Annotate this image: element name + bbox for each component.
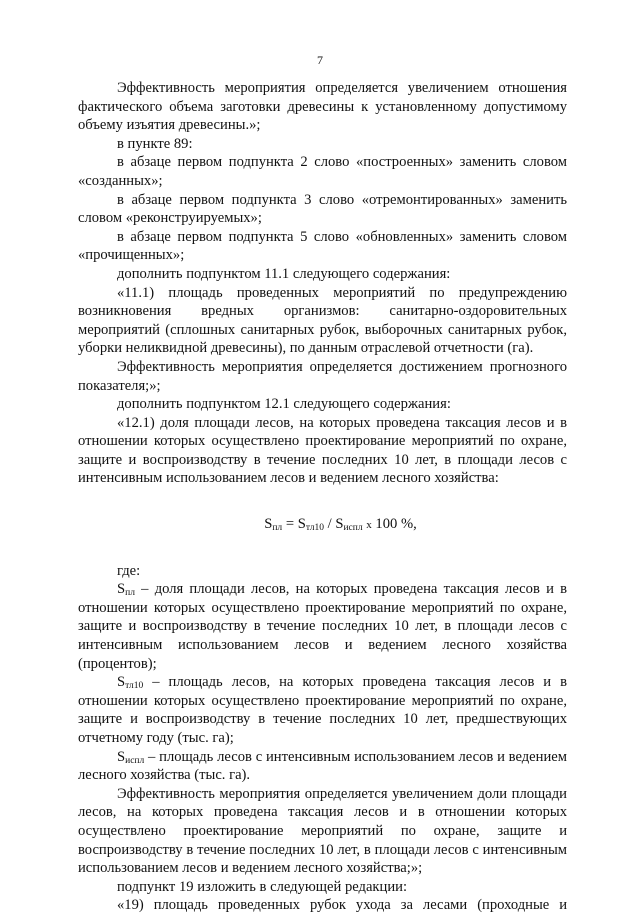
definition-s-tl10: $S_{тл10}$ – площадь лесов, на которых проведена таксация лесов и в отношении которых осуществлено проектирование мероприятий по охране, защите и воспроизводству в течение последних 10 лет, предшествующих отчетному году (тыс. га);	[78, 674, 567, 746]
document-body	[78, 79, 567, 915]
paragraph-11-1: «11.1) площадь проведенных мероприятий по предупреждению возникновения вредных организмов: санитарно-оздоровительных мероприятий (сплошных санитарных рубок, выборочных санитарных рубок, уборки неликвидной древесины), по данным отраслевой отчетности (га).	[78, 284, 567, 357]
paragraph-19: «19) площадь проведенных рубок ухода за лесами (проходные и	[117, 897, 567, 914]
paragraph-effectiveness-3: Эффективность мероприятия определяется увеличением доли площади лесов, на которых проведена таксация лесов и в отношении которых осуществлено проектирование мероприятий по охране, защите и воспроизводству в течение последних 10 лет, в площади лесов с интенсивным использованием лесов и ведением лесного хозяйства;»;	[78, 785, 567, 877]
paragraph-sub-3: в абзаце первом подпункта 3 слово «отремонтированных» заменить словом «реконструируемых»;	[78, 191, 567, 227]
paragraph-sub-2: в абзаце первом подпункта 2 слово «построенных» заменить словом «созданных»;	[78, 154, 567, 189]
paragraph-where: где:	[117, 562, 141, 579]
paragraph-add-11-1: дополнить подпунктом 11.1 следующего содержания:	[117, 265, 451, 282]
definition-s-pl: $S_{пл}$ – доля площади лесов, на которых проведена таксация лесов и в отношении которых осуществлено проектирование мероприятий по охране, защите и воспроизводству в течение последних 10 лет, в площади лесов с интенсивным использованием лесов и ведением лесного хозяйства (процентов);	[78, 581, 567, 672]
paragraph-effectiveness-1: Эффективность мероприятия определяется увеличением отношения фактического объема заготовки древесины к установленному допустимому объему изъятия древесины.»;	[78, 80, 567, 134]
formula: $S_{пл} = S_{тл10} / S_{испл}$ x 100 %,	[264, 516, 417, 534]
page-number: 7	[317, 53, 323, 67]
definition-s-ispl: $S_{испл}$ – площадь лесов с интенсивным использованием лесов и ведением лесного хозяйства (тыс. га).	[78, 748, 567, 784]
paragraph-12-1: «12.1) доля площади лесов, на которых проведена таксация лесов и в отношении которых осуществлено проектирование мероприятий по охране, защите и воспроизводству в течение последних 10 лет, в площади лесов с интенсивным использованием лесов и ведением лесного хозяйства:	[78, 414, 567, 487]
paragraph-sub-19: подпункт 19 изложить в следующей редакции:	[117, 878, 408, 895]
paragraph-effectiveness-2: Эффективность мероприятия определяется достижением прогнозного показателя;»;	[78, 358, 567, 394]
paragraph-add-12-1: дополнить подпунктом 12.1 следующего содержания:	[117, 396, 451, 413]
paragraph-item-89: в пункте 89:	[117, 135, 193, 152]
paragraph-sub-5: в абзаце первом подпункта 5 слово «обновленных» заменить словом «прочищенных»;	[78, 228, 567, 264]
